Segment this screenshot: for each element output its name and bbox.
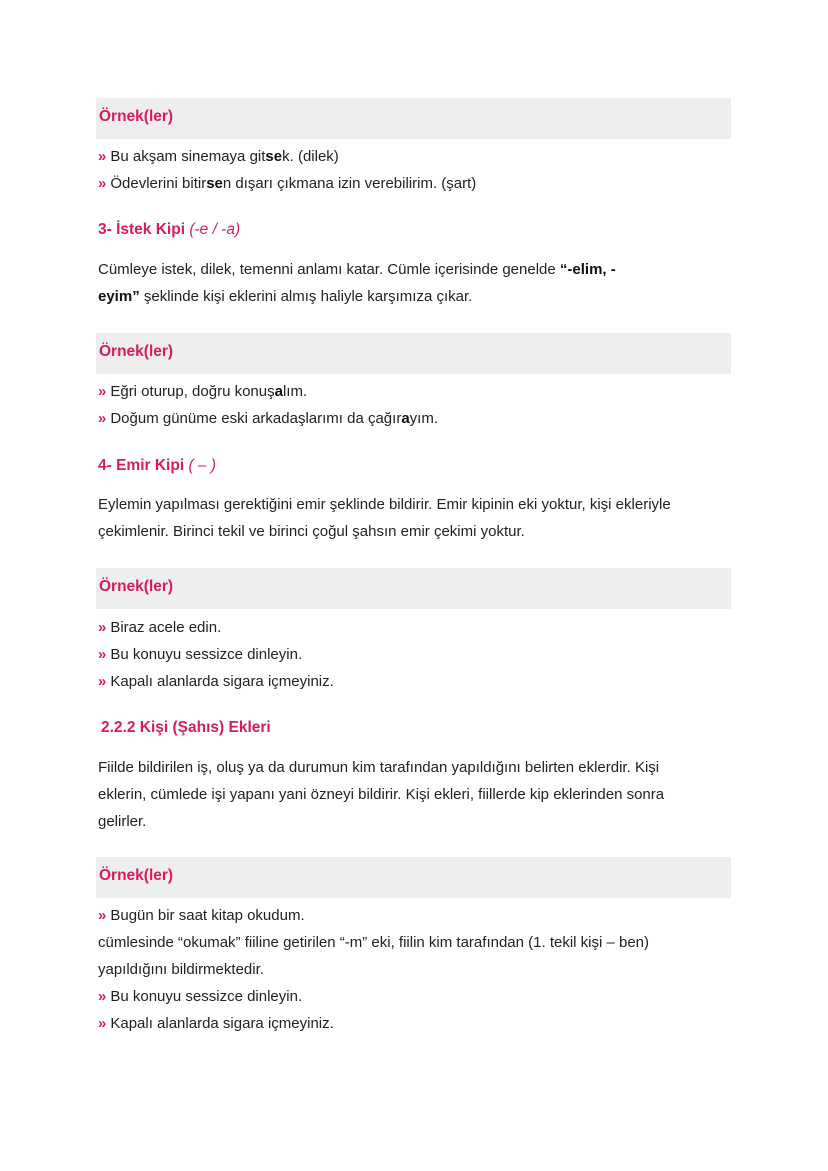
paragraph-line: eklerin, cümlede işi yapanı yani özneyi bildirir. Kişi ekleri, fiillerde kip eklerinden sonra: [98, 786, 665, 803]
example-line: [98, 618, 221, 638]
text-part: yım.: [409, 410, 439, 427]
text-part: Bu konuyu sessizce dinleyin.: [110, 646, 303, 663]
text-part: Biraz acele edin.: [110, 619, 222, 636]
example-line: [98, 987, 302, 1007]
bullet-icon: »: [98, 673, 107, 690]
paragraph-line: Fiilde bildirilen iş, oluş ya da durumun kim tarafından yapıldığını belirten eklerdir. Kişi: [98, 759, 660, 776]
bullet-icon: »: [98, 1015, 107, 1032]
text-part: Kapalı alanlarda sigara içmeyiniz.: [110, 673, 334, 690]
paragraph-line: cümlesinde “okumak” fiiline getirilen “-m” eki, fiilin kim tarafından (1. tekil kişi – ben): [98, 934, 650, 951]
example-box-title: Örnek(ler): [99, 343, 174, 360]
section-heading: [98, 221, 240, 239]
bullet-icon: »: [98, 988, 107, 1005]
heading-main: 2.2.2 Kişi (Şahıs) Ekleri: [101, 719, 271, 736]
example-line: [98, 672, 334, 692]
highlighted-suffix: se: [265, 148, 283, 165]
bullet-icon: »: [98, 907, 107, 924]
bullet-icon: »: [98, 646, 107, 663]
example-box-title: Örnek(ler): [99, 867, 174, 884]
heading-suffix: ( – ): [188, 457, 217, 474]
highlighted-text: “-elim, -: [559, 261, 616, 278]
example-line: [98, 906, 305, 926]
section-heading: [101, 719, 271, 737]
example-line: [98, 1014, 334, 1034]
example-box: [96, 568, 731, 609]
example-line: [98, 382, 307, 402]
example-box: [96, 857, 731, 898]
paragraph-line: çekimlenir. Birinci tekil ve birinci çoğul şahsın emir çekimi yoktur.: [98, 523, 525, 540]
example-line: [98, 645, 302, 665]
example-box: [96, 98, 731, 139]
highlighted-suffix: a: [274, 383, 283, 400]
example-line: [98, 174, 476, 194]
paragraph-line: [98, 287, 472, 307]
example-box: [96, 333, 731, 374]
text-part: Kapalı alanlarda sigara içmeyiniz.: [110, 1015, 334, 1032]
bullet-icon: »: [98, 175, 107, 192]
highlighted-suffix: a: [401, 410, 410, 427]
text-part: k. (dilek): [282, 148, 339, 165]
text-part: Cümleye istek, dilek, temenni anlamı katar. Cümle içerisinde genelde: [98, 261, 560, 278]
text-part: n dışarı çıkmana izin verebilirim. (şart): [222, 175, 477, 192]
paragraph-line: yapıldığını bildirmektedir.: [98, 961, 264, 978]
heading-main: 3- İstek Kipi: [98, 221, 185, 238]
example-box-title: Örnek(ler): [99, 108, 174, 125]
text-part: Bu konuyu sessizce dinleyin.: [110, 988, 303, 1005]
paragraph-line: gelirler.: [98, 813, 147, 830]
highlighted-suffix: se: [206, 175, 223, 192]
bullet-icon: »: [98, 383, 107, 400]
paragraph-line: Eylemin yapılması gerektiğini emir şeklinde bildirir. Emir kipinin eki yoktur, kişi ekleriyle: [98, 496, 671, 513]
text-part: Ödevlerini bitir: [110, 175, 207, 192]
paragraph-line: [98, 260, 616, 280]
bullet-icon: »: [98, 148, 107, 165]
text-part: Eğri oturup, doğru konuş: [110, 383, 275, 400]
heading-main: 4- Emir Kipi: [98, 457, 185, 474]
example-line: [98, 147, 339, 167]
example-line: [98, 409, 438, 429]
example-box-title: Örnek(ler): [99, 578, 174, 595]
text-part: Doğum günüme eski arkadaşlarımı da çağır: [110, 410, 402, 427]
text-part: Bugün bir saat kitap okudum.: [110, 907, 305, 924]
bullet-icon: »: [98, 619, 107, 636]
heading-suffix: (-e / -a): [189, 221, 241, 238]
highlighted-text: eyim”: [98, 288, 140, 305]
section-heading: [98, 457, 216, 475]
text-part: şeklinde kişi eklerini almış haliyle karşımıza çıkar.: [139, 288, 473, 305]
text-part: lım.: [282, 383, 308, 400]
text-part: Bu akşam sinemaya git: [110, 148, 266, 165]
bullet-icon: »: [98, 410, 107, 427]
